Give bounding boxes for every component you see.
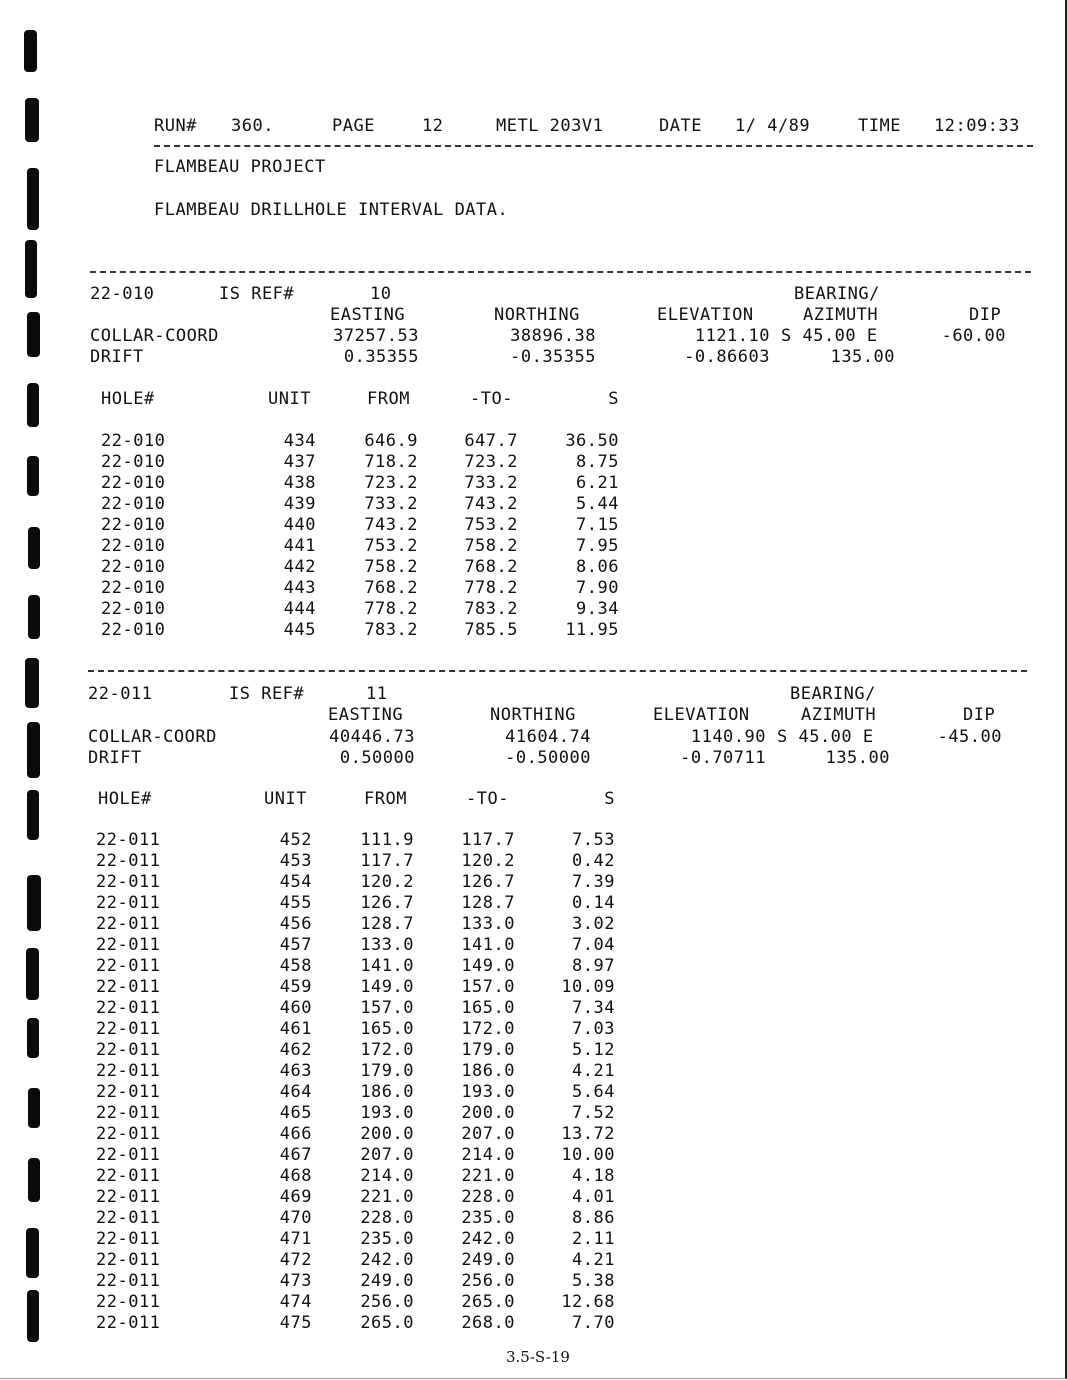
col-to-header: -TO- [470,389,513,409]
cell-to: 179.0 [461,1040,515,1060]
cell-unit: 459 [279,977,312,997]
drift-northing: -0.50000 [505,748,591,768]
cell-from: 743.2 [364,515,418,535]
cell-unit: 438 [283,473,316,493]
cell-unit: 453 [279,851,312,871]
cell-hole: 22-011 [96,1187,161,1207]
cell-hole: 22-011 [96,1124,161,1144]
cell-s: 4.18 [572,1166,615,1186]
page-label: PAGE [332,116,375,136]
cell-hole: 22-010 [101,557,166,577]
cell-unit: 455 [279,893,312,913]
cell-s: 36.50 [565,431,619,451]
cell-from: 179.0 [360,1061,414,1081]
ref-number: 10 [370,284,392,304]
time-label: TIME [858,116,901,136]
cell-s: 8.86 [572,1208,615,1228]
cell-s: 8.75 [576,452,619,472]
cell-hole: 22-011 [96,1208,161,1228]
cell-hole: 22-011 [96,1019,161,1039]
cell-hole: 22-010 [101,578,166,598]
cell-unit: 461 [279,1019,312,1039]
cell-to: 200.0 [461,1103,515,1123]
collar-elevation: 1121.10 [694,326,770,346]
cell-to: 149.0 [461,956,515,976]
cell-to: 268.0 [461,1313,515,1333]
col-unit-header: UNIT [264,789,307,809]
cell-from: 149.0 [360,977,414,997]
cell-to: 117.7 [461,830,515,850]
cell-to: 235.0 [461,1208,515,1228]
cell-hole: 22-010 [101,620,166,640]
cell-to: 753.2 [464,515,518,535]
elevation-label: ELEVATION [657,305,754,325]
col-hole-header: HOLE# [98,789,152,809]
cell-to: 785.5 [464,620,518,640]
cell-from: 214.0 [360,1166,414,1186]
hole-id: 22-011 [88,684,153,704]
cell-to: 207.0 [461,1124,515,1144]
cell-from: 718.2 [364,452,418,472]
cell-hole: 22-011 [96,830,161,850]
cell-to: 165.0 [461,998,515,1018]
cell-from: 768.2 [364,578,418,598]
cell-s: 5.64 [572,1082,615,1102]
cell-from: 186.0 [360,1082,414,1102]
cell-from: 723.2 [364,473,418,493]
cell-hole: 22-011 [96,1166,161,1186]
cell-to: 783.2 [464,599,518,619]
report-subtitle: FLAMBEAU DRILLHOLE INTERVAL DATA. [154,200,509,220]
cell-to: 242.0 [461,1229,515,1249]
cell-unit: 460 [279,998,312,1018]
time-value: 12:09:33 [934,116,1020,136]
cell-unit: 466 [279,1124,312,1144]
easting-label: EASTING [330,305,406,325]
cell-unit: 475 [279,1313,312,1333]
cell-unit: 443 [283,578,316,598]
cell-s: 7.39 [572,872,615,892]
col-from-header: FROM [364,789,407,809]
cell-to: 141.0 [461,935,515,955]
cell-from: 228.0 [360,1208,414,1228]
cell-unit: 452 [279,830,312,850]
cell-to: 133.0 [461,914,515,934]
cell-to: 214.0 [461,1145,515,1165]
project-title: FLAMBEAU PROJECT [154,157,326,177]
northing-label: NORTHING [494,305,580,325]
cell-s: 3.02 [572,914,615,934]
cell-s: 7.53 [572,830,615,850]
cell-to: 157.0 [461,977,515,997]
cell-hole: 22-011 [96,1229,161,1249]
cell-s: 5.38 [572,1271,615,1291]
collar-easting: 37257.53 [333,326,419,346]
dip-label: DIP [969,305,1002,325]
cell-to: 743.2 [464,494,518,514]
cell-hole: 22-011 [96,1292,161,1312]
cell-unit: 464 [279,1082,312,1102]
cell-to: 647.7 [464,431,518,451]
cell-s: 7.95 [576,536,619,556]
drift-elevation: -0.86603 [684,347,770,367]
cell-s: 8.97 [572,956,615,976]
cell-hole: 22-010 [101,452,166,472]
cell-hole: 22-010 [101,494,166,514]
cell-from: 126.7 [360,893,414,913]
run-label: RUN# [154,116,197,136]
collar-easting: 40446.73 [329,727,415,747]
cell-to: 193.0 [461,1082,515,1102]
azimuth-label: AZIMUTH [803,305,879,325]
cell-hole: 22-010 [101,431,166,451]
cell-unit: 456 [279,914,312,934]
collar-dip: -45.00 [937,727,1002,747]
northing-label: NORTHING [490,705,576,725]
collar-northing: 38896.38 [510,326,596,346]
date-label: DATE [659,116,702,136]
cell-unit: 470 [279,1208,312,1228]
cell-from: 141.0 [360,956,414,976]
cell-s: 4.01 [572,1187,615,1207]
cell-from: 783.2 [364,620,418,640]
cell-s: 10.09 [561,977,615,997]
cell-unit: 437 [283,452,316,472]
col-to-header: -TO- [466,789,509,809]
drift-azimuth: 135.00 [830,347,895,367]
dip-label: DIP [963,705,996,725]
cell-from: 207.0 [360,1145,414,1165]
cell-unit: 434 [283,431,316,451]
cell-hole: 22-011 [96,851,161,871]
collar-label: COLLAR-COORD [88,727,217,747]
cell-unit: 463 [279,1061,312,1081]
cell-unit: 474 [279,1292,312,1312]
cell-s: 7.90 [576,578,619,598]
cell-s: 11.95 [565,620,619,640]
cell-from: 249.0 [360,1271,414,1291]
ref-number: 11 [366,684,388,704]
cell-from: 172.0 [360,1040,414,1060]
cell-unit: 472 [279,1250,312,1270]
cell-from: 200.0 [360,1124,414,1144]
cell-s: 7.03 [572,1019,615,1039]
cell-s: 0.14 [572,893,615,913]
drift-easting: 0.35355 [343,347,419,367]
cell-from: 221.0 [360,1187,414,1207]
cell-unit: 467 [279,1145,312,1165]
drift-easting: 0.50000 [339,748,415,768]
cell-unit: 457 [279,935,312,955]
cell-s: 5.44 [576,494,619,514]
cell-unit: 454 [279,872,312,892]
bearing-label: BEARING/ [794,284,880,304]
cell-from: 753.2 [364,536,418,556]
collar-northing: 41604.74 [505,727,591,747]
col-from-header: FROM [367,389,410,409]
cell-hole: 22-011 [96,977,161,997]
drift-label: DRIFT [90,347,144,367]
easting-label: EASTING [328,705,404,725]
cell-hole: 22-011 [96,1061,161,1081]
collar-label: COLLAR-COORD [90,326,219,346]
cell-unit: 445 [283,620,316,640]
cell-unit: 442 [283,557,316,577]
cell-to: 758.2 [464,536,518,556]
cell-unit: 439 [283,494,316,514]
cell-from: 128.7 [360,914,414,934]
cell-from: 120.2 [360,872,414,892]
cell-from: 265.0 [360,1313,414,1333]
collar-bearing: S 45.00 E [777,727,874,747]
cell-from: 165.0 [360,1019,414,1039]
collar-elevation: 1140.90 [690,727,766,747]
drift-azimuth: 135.00 [825,748,890,768]
col-unit-header: UNIT [268,389,311,409]
collar-dip: -60.00 [941,326,1006,346]
page-value: 12 [422,116,444,136]
cell-unit: 462 [279,1040,312,1060]
cell-hole: 22-011 [96,1103,161,1123]
cell-from: 117.7 [360,851,414,871]
cell-from: 111.9 [360,830,414,850]
page-footer: 3.5-S-19 [506,1348,570,1366]
cell-hole: 22-010 [101,515,166,535]
cell-s: 5.12 [572,1040,615,1060]
cell-s: 7.04 [572,935,615,955]
cell-hole: 22-011 [96,956,161,976]
col-s-header: S [608,389,619,409]
drift-label: DRIFT [88,748,142,768]
cell-hole: 22-011 [96,914,161,934]
collar-bearing: S 45.00 E [781,326,878,346]
cell-s: 8.06 [576,557,619,577]
cell-unit: 441 [283,536,316,556]
cell-unit: 473 [279,1271,312,1291]
col-s-header: S [604,789,615,809]
cell-hole: 22-011 [96,1271,161,1291]
cell-from: 193.0 [360,1103,414,1123]
cell-s: 4.21 [572,1250,615,1270]
cell-from: 235.0 [360,1229,414,1249]
cell-to: 126.7 [461,872,515,892]
cell-to: 256.0 [461,1271,515,1291]
drift-elevation: -0.70711 [680,748,766,768]
cell-to: 128.7 [461,893,515,913]
cell-s: 7.15 [576,515,619,535]
cell-s: 7.70 [572,1313,615,1333]
cell-from: 733.2 [364,494,418,514]
run-value: 360. [231,116,274,136]
cell-s: 10.00 [561,1145,615,1165]
cell-hole: 22-010 [101,536,166,556]
cell-to: 120.2 [461,851,515,871]
cell-to: 733.2 [464,473,518,493]
cell-from: 256.0 [360,1292,414,1312]
cell-unit: 465 [279,1103,312,1123]
cell-to: 778.2 [464,578,518,598]
bearing-label: BEARING/ [790,684,876,704]
is-ref-label: IS REF# [229,684,305,704]
cell-hole: 22-011 [96,998,161,1018]
cell-s: 4.21 [572,1061,615,1081]
cell-hole: 22-010 [101,473,166,493]
cell-s: 0.42 [572,851,615,871]
cell-from: 242.0 [360,1250,414,1270]
cell-hole: 22-011 [96,1145,161,1165]
drift-northing: -0.35355 [510,347,596,367]
cell-s: 13.72 [561,1124,615,1144]
cell-hole: 22-011 [96,1250,161,1270]
cell-from: 157.0 [360,998,414,1018]
elevation-label: ELEVATION [653,705,750,725]
cell-to: 221.0 [461,1166,515,1186]
cell-unit: 471 [279,1229,312,1249]
cell-to: 172.0 [461,1019,515,1039]
cell-to: 723.2 [464,452,518,472]
cell-hole: 22-011 [96,893,161,913]
cell-s: 6.21 [576,473,619,493]
cell-unit: 468 [279,1166,312,1186]
cell-from: 758.2 [364,557,418,577]
cell-hole: 22-010 [101,599,166,619]
cell-unit: 440 [283,515,316,535]
cell-hole: 22-011 [96,935,161,955]
cell-s: 2.11 [572,1229,615,1249]
cell-s: 7.34 [572,998,615,1018]
hole-id: 22-010 [90,284,155,304]
is-ref-label: IS REF# [219,284,295,304]
section-divider [88,670,1027,672]
section-divider [90,271,1031,273]
cell-to: 768.2 [464,557,518,577]
cell-s: 7.52 [572,1103,615,1123]
cell-unit: 458 [279,956,312,976]
col-hole-header: HOLE# [101,389,155,409]
cell-hole: 22-011 [96,872,161,892]
cell-to: 265.0 [461,1292,515,1312]
cell-from: 778.2 [364,599,418,619]
cell-hole: 22-011 [96,1082,161,1102]
header-divider [154,145,1033,147]
cell-hole: 22-011 [96,1040,161,1060]
cell-hole: 22-011 [96,1313,161,1333]
cell-to: 228.0 [461,1187,515,1207]
cell-s: 9.34 [576,599,619,619]
cell-to: 249.0 [461,1250,515,1270]
cell-unit: 444 [283,599,316,619]
cell-unit: 469 [279,1187,312,1207]
program-id: METL 203V1 [496,116,604,136]
cell-to: 186.0 [461,1061,515,1081]
cell-from: 133.0 [360,935,414,955]
date-value: 1/ 4/89 [735,116,811,136]
cell-from: 646.9 [364,431,418,451]
azimuth-label: AZIMUTH [801,705,877,725]
cell-s: 12.68 [561,1292,615,1312]
